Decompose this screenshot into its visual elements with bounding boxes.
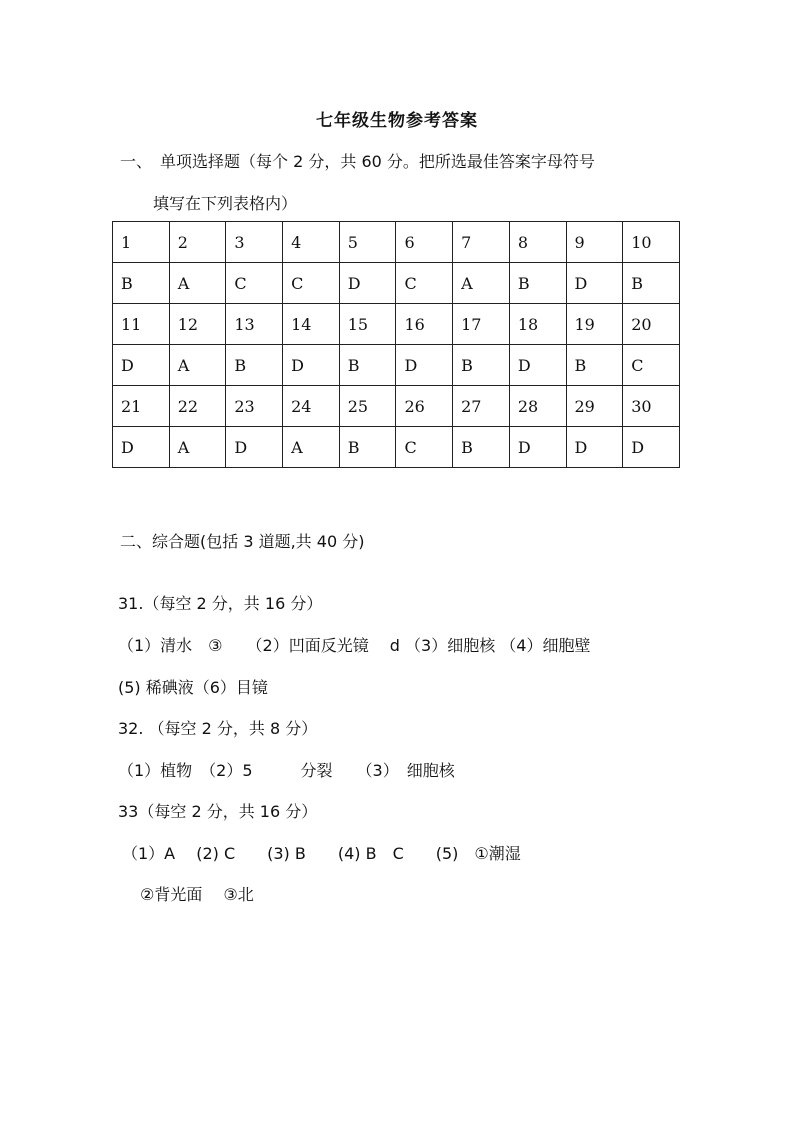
section2-heading: 二、综合题(包括 3 道题,共 40 分) bbox=[120, 532, 365, 551]
answer-letter-cell: D bbox=[113, 427, 170, 468]
q33-answer-line1: （1）A (2) C (3) B (4) B C (5) ①潮湿 bbox=[122, 844, 521, 863]
question-number-cell: 2 bbox=[169, 222, 226, 263]
answer-letter-cell: D bbox=[113, 345, 170, 386]
answer-letter-cell: C bbox=[226, 263, 283, 304]
question-number-cell: 29 bbox=[566, 386, 623, 427]
question-number-cell: 23 bbox=[226, 386, 283, 427]
question-number-cell: 1 bbox=[113, 222, 170, 263]
answer-letter-cell: D bbox=[339, 263, 396, 304]
question-number-cell: 5 bbox=[339, 222, 396, 263]
answer-letter-cell: C bbox=[396, 427, 453, 468]
question-number-cell: 22 bbox=[169, 386, 226, 427]
answer-letter-cell: D bbox=[623, 427, 680, 468]
answer-letter-cell: B bbox=[453, 427, 510, 468]
question-number-cell: 11 bbox=[113, 304, 170, 345]
answer-letter-cell: B bbox=[566, 345, 623, 386]
answer-letter-row bbox=[113, 427, 680, 468]
question-number-cell: 16 bbox=[396, 304, 453, 345]
question-number-cell: 26 bbox=[396, 386, 453, 427]
question-number-cell: 24 bbox=[283, 386, 340, 427]
question-number-cell: 28 bbox=[509, 386, 566, 427]
q32-answer-line1: （1）植物 （2）5 分裂 （3） 细胞核 bbox=[118, 761, 455, 780]
answer-letter-cell: D bbox=[283, 345, 340, 386]
question-number-cell: 13 bbox=[226, 304, 283, 345]
question-number-cell: 10 bbox=[623, 222, 680, 263]
q33-heading: 33（每空 2 分，共 16 分） bbox=[118, 802, 318, 821]
q33-answer-line2: ②背光面 ③北 bbox=[140, 885, 254, 904]
q31-answer-line2: (5) 稀碘液（6）目镜 bbox=[118, 678, 268, 697]
answer-letter-cell: A bbox=[169, 263, 226, 304]
question-number-row bbox=[113, 222, 680, 263]
answer-letter-cell: D bbox=[566, 427, 623, 468]
answer-letter-cell: A bbox=[169, 427, 226, 468]
q31-answer-line1: （1）清水 ③ （2）凹面反光镜 d （3）细胞核 （4）细胞壁 bbox=[118, 636, 591, 655]
question-number-cell: 17 bbox=[453, 304, 510, 345]
answer-letter-cell: D bbox=[509, 427, 566, 468]
answer-letter-cell: B bbox=[623, 263, 680, 304]
question-number-cell: 14 bbox=[283, 304, 340, 345]
question-number-cell: 30 bbox=[623, 386, 680, 427]
answer-letter-cell: B bbox=[113, 263, 170, 304]
answer-letter-cell: D bbox=[396, 345, 453, 386]
answer-letter-cell: B bbox=[339, 345, 396, 386]
answer-letter-cell: B bbox=[339, 427, 396, 468]
question-number-cell: 4 bbox=[283, 222, 340, 263]
question-number-cell: 12 bbox=[169, 304, 226, 345]
answer-table-body bbox=[113, 222, 680, 468]
answer-letter-cell: B bbox=[453, 345, 510, 386]
question-number-cell: 25 bbox=[339, 386, 396, 427]
question-number-cell: 9 bbox=[566, 222, 623, 263]
answer-letter-cell: C bbox=[396, 263, 453, 304]
question-number-cell: 19 bbox=[566, 304, 623, 345]
q32-heading: 32. （每空 2 分，共 8 分） bbox=[118, 719, 318, 738]
question-number-cell: 27 bbox=[453, 386, 510, 427]
section1-instruction-line1: 一、 单项选择题（每个 2 分，共 60 分。把所选最佳答案字母符号 bbox=[120, 152, 595, 171]
answer-table bbox=[112, 221, 680, 468]
question-number-cell: 8 bbox=[509, 222, 566, 263]
answer-letter-cell: C bbox=[623, 345, 680, 386]
page-title: 七年级生物参考答案 bbox=[316, 111, 478, 131]
question-number-cell: 21 bbox=[113, 386, 170, 427]
question-number-cell: 3 bbox=[226, 222, 283, 263]
question-number-cell: 15 bbox=[339, 304, 396, 345]
answer-letter-cell: A bbox=[169, 345, 226, 386]
answer-letter-row bbox=[113, 345, 680, 386]
question-number-cell: 6 bbox=[396, 222, 453, 263]
answer-letter-cell: C bbox=[283, 263, 340, 304]
answer-letter-cell: B bbox=[226, 345, 283, 386]
question-number-cell: 18 bbox=[509, 304, 566, 345]
answer-letter-cell: D bbox=[566, 263, 623, 304]
answer-letter-cell: A bbox=[283, 427, 340, 468]
answer-letter-cell: D bbox=[509, 345, 566, 386]
question-number-cell: 20 bbox=[623, 304, 680, 345]
answer-letter-cell: A bbox=[453, 263, 510, 304]
answer-letter-cell: D bbox=[226, 427, 283, 468]
question-number-cell: 7 bbox=[453, 222, 510, 263]
answer-letter-row bbox=[113, 263, 680, 304]
question-number-row bbox=[113, 304, 680, 345]
section1-instruction-line2: 填写在下列表格内） bbox=[153, 194, 298, 213]
q31-heading: 31.（每空 2 分，共 16 分） bbox=[118, 594, 323, 613]
question-number-row bbox=[113, 386, 680, 427]
answer-letter-cell: B bbox=[509, 263, 566, 304]
